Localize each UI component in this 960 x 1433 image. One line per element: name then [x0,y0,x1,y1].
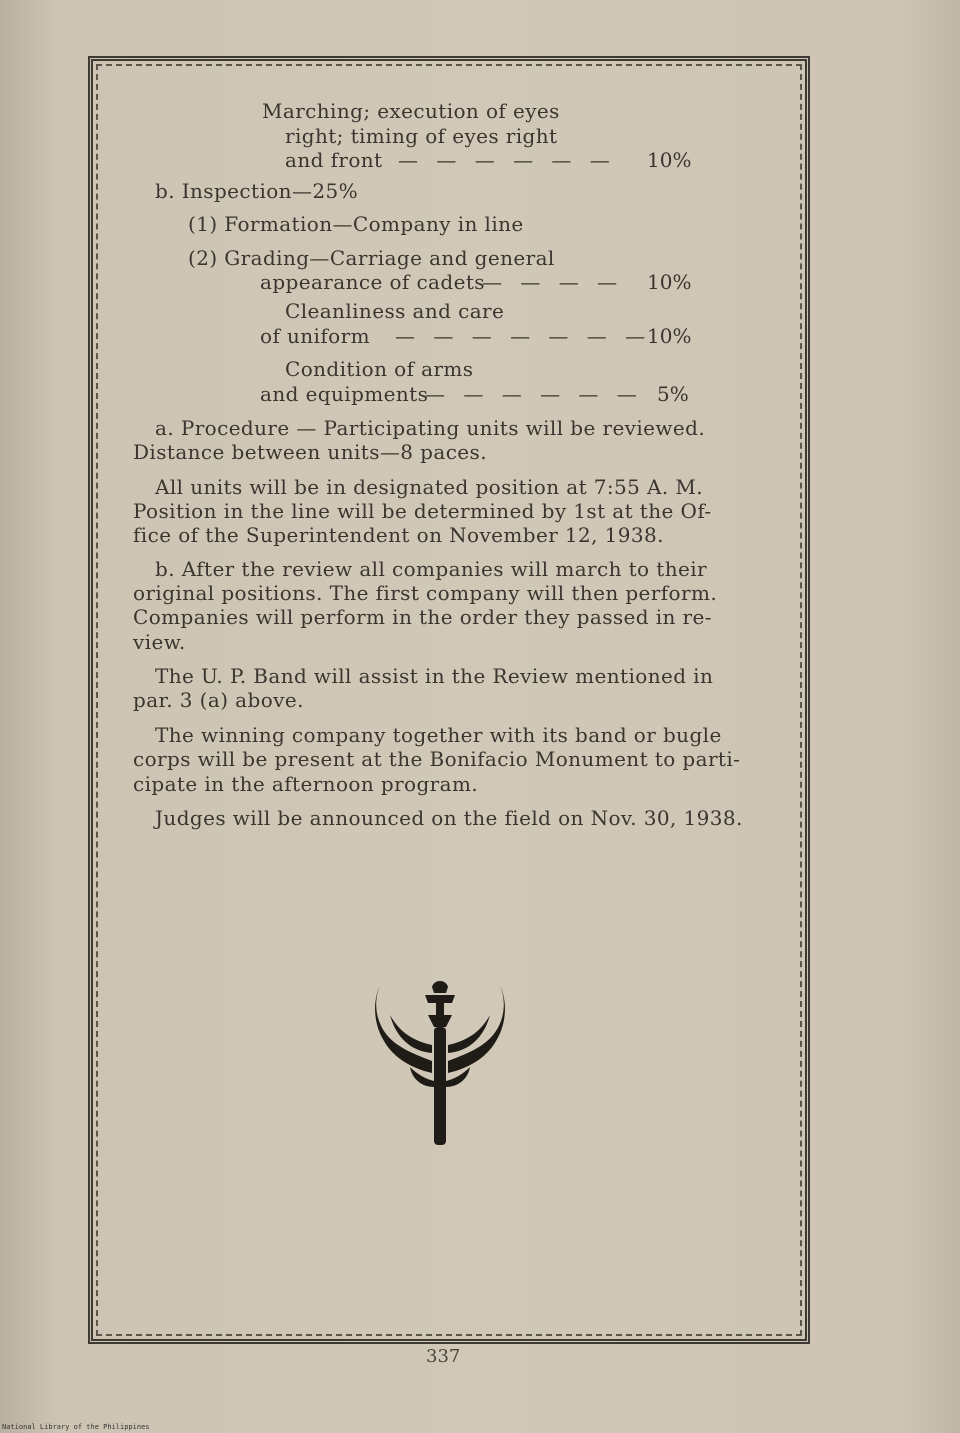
text-line: Marching; execution of eyes [262,99,560,123]
text-line: cipate in the afternoon program. [133,772,479,796]
text-line: Position in the line will be determined by 1st at the Of- [133,499,712,523]
text-line: of uniform [260,324,370,348]
text-line: Distance between units—8 paces. [133,440,487,464]
text-line: and front [285,148,383,172]
text-line: a. Procedure — Participating units will be reviewed. [155,416,706,440]
text-line: Cleanliness and care [285,299,505,323]
percent-value: 5% [657,382,689,406]
percent-value: 10% [647,148,692,172]
text-line: view. [133,630,186,654]
text-line: The winning company together with its band or bugle [155,723,722,747]
percent-value: 10% [647,324,692,348]
eagle-torch-emblem-icon [370,975,510,1155]
text-line: All units will be in designated position at 7:55 A. M. [155,475,704,499]
page-number: 337 [426,1346,461,1367]
text-line: original positions. The first company will then perform. [133,581,718,605]
text-line: b. After the review all companies will march to their [155,557,707,581]
text-line: corps will be present at the Bonifacio Monument to parti- [133,747,741,771]
text-line: (1) Formation—Company in line [188,212,524,236]
text-line: and equipments [260,382,429,406]
section-heading: b. Inspection—25% [155,179,359,203]
text-line: right; timing of eyes right [285,124,558,148]
text-line: appearance of cadets [260,270,485,294]
leader-dashes: — — — — [482,270,624,294]
footer-credit: National Library of the Philippines [2,1423,150,1431]
text-line: The U. P. Band will assist in the Review mentioned in [155,664,714,688]
text-line: par. 3 (a) above. [133,688,304,712]
leader-dashes: — — — — — — [398,148,616,172]
text-line: Judges will be announced on the field on Nov. 30, 1938. [155,806,743,830]
text-line: Companies will perform in the order they passed in re- [133,605,712,629]
percent-value: 10% [647,270,692,294]
text-line: Condition of arms [285,357,474,381]
leader-dashes: — — — — — — — [395,324,652,348]
text-line: (2) Grading—Carriage and general [188,246,555,270]
leader-dashes: — — — — — — [425,382,643,406]
text-line: fice of the Superintendent on November 12, 1938. [133,523,664,547]
